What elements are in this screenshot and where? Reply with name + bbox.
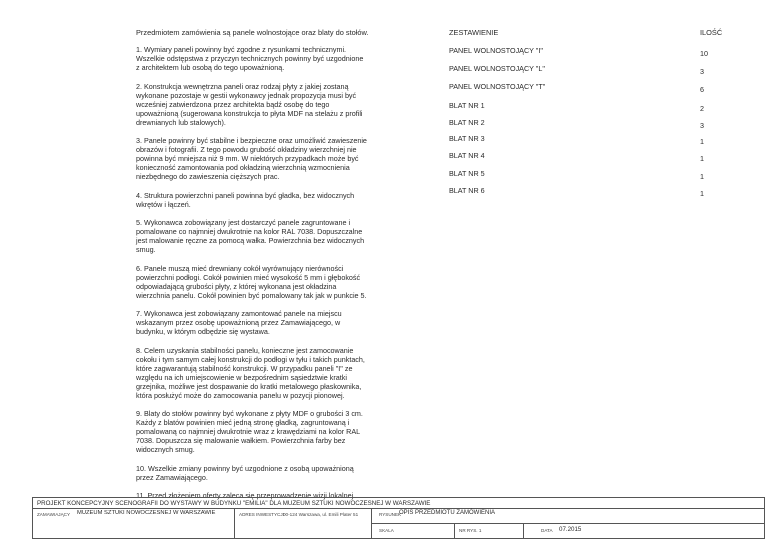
requirement-item: 10. Wszelkie zmiany powinny być uzgodnione z osobą upoważnioną przez Zamawiającego. — [136, 463, 354, 482]
requirement-item: 9. Blaty do stołów powinny być wykonane z płyty MDF o grubości 3 cm. Każdy z blatów powinien mieć jedną stronę gładką, zagruntowaną i pomalowaną co najmniej dwukrotnie wraz z krawędziami na kolor RAL 7038. Dopuszcza się malowanie wałkiem. Powierzchnia farby bez widocznych smug. — [136, 409, 363, 454]
requirement-item: 7. Wykonawca jest zobowiązany zamontować panele na miejscu wskazanym przez osobę upoważnioną przez Zamawiającego, w budynku, w którym odbędzie się wystawa. — [136, 309, 342, 336]
summary-item-name: PANEL WOLNOSTOJĄCY "I" — [449, 46, 543, 55]
summary-item-name: BLAT NR 3 — [449, 134, 485, 143]
summary-item-name: BLAT NR 5 — [449, 169, 485, 178]
requirements-list — [136, 45, 382, 510]
address-value: 00-124 Warszawa, ul. Emili Plater 51 — [283, 512, 359, 517]
title-block — [32, 497, 765, 539]
requirement-item: 8. Celem uzyskania stabilności panelu, konieczne jest zamocowanie cokołu i tym samym całej konstrukcji do podłogi w tyłu i takich punktach, które zagwarantują stabilność konstrukcji. W przypadku paneli "I" ze względu na ich umiejscowienie w bezpośrednim sąsiedztwie kratki grzejnika, możliwe jest dospawanie do kratki metalowego płaskownika, która posłużyć może do zamocowania panelu w pozycji pionowej. — [136, 345, 365, 400]
summary-item-name: BLAT NR 1 — [449, 101, 485, 110]
summary-item-name: PANEL WOLNOSTOJĄCY "L" — [449, 64, 545, 73]
summary-header-qty: ILOŚĆ — [700, 28, 723, 37]
summary-item-qty: 1 — [700, 154, 704, 163]
summary-item-qty: 10 — [700, 49, 708, 58]
date-label: DATA — [541, 528, 553, 533]
requirement-item: 1. Wymiary paneli powinny być zgodne z rysunkami technicznymi. Wszelkie odstępstwa z przyczyn technicznych powinny być uzgodnione z architektem lub osobą do tego upoważnioną. — [136, 45, 364, 72]
summary-item-qty: 2 — [700, 104, 704, 113]
summary-item-qty: 6 — [700, 85, 704, 94]
project-title: PROJEKT KONCEPCYJNY SCENOGRAFII DO WYSTAWY W BUDYNKU "EMILIA" DLA MUZEUM SZTUKI NOWOCZESNEJ W WARSZAWIE — [33, 498, 764, 509]
requirement-item: 2. Konstrukcja wewnętrzna paneli oraz rodzaj płyty z jakiej zostaną wykonane pozostaje w gestii wykonawcy jednak propozycja musi być wcześniej zatwierdzona przez architekta bądź osobę do tego upoważnioną (sugerowana konstrukcja to płyta MDF na stelażu z profili drewnianych lub stalowych). — [136, 81, 363, 127]
summary-item-qty: 1 — [700, 172, 704, 181]
summary-item-qty: 3 — [700, 67, 704, 76]
requirement-item: 4. Struktura powierzchni paneli powinna być gładka, bez widocznych wkrętów i łączeń. — [136, 190, 355, 209]
date-value: 07.2015 — [559, 526, 582, 533]
drawing-title: OPIS PRZEDMIOTU ZAMÓWIENIA — [399, 510, 496, 516]
requirement-item: 6. Panele muszą mieć drewniany cokół wyrównujący nierówności powierzchni podłogi. Cokół powinien mieć wysokość 5 mm i głębokość odpowiadającą grubości płyty, z której wykonana jest okładzina wierzchnia panelu. Cokół powinien być pomalowany tak jak w punkcie 5. — [136, 263, 367, 300]
scale-label: SKALA — [379, 528, 394, 533]
summary-item-qty: 1 — [700, 189, 704, 198]
address-label: ADRES INWESTYCJI — [239, 512, 284, 517]
summary-item-name: PANEL WOLNOSTOJĄCY "T" — [449, 82, 546, 91]
summary-item-name: BLAT NR 6 — [449, 186, 485, 195]
summary-item-name: BLAT NR 4 — [449, 151, 485, 160]
sheet-number: NR RYS. 1 — [459, 528, 482, 533]
summary-item-name: BLAT NR 2 — [449, 118, 485, 127]
summary-header-item: ZESTAWIENIE — [449, 28, 499, 37]
client-name: MUZEUM SZTUKI NOWOCZESNEJ W WARSZAWIE — [77, 510, 216, 516]
requirement-item: 3. Panele powinny być stabilne i bezpieczne oraz umożliwić zawieszenie obrazów i fotografii. Z tego powodu grubość okładziny wierzchniej nie powinna być mniejsza niż 9 mm. W niektórych przypadkach może być konieczność zamontowania pod okładziną wierzchnią wzmocnienia niezbędnego do zawieszenia cięższych prac. — [136, 136, 367, 181]
requirement-item: 11. Przed złożeniem oferty zaleca się przeprowadzenie wizji lokalnej. — [136, 491, 356, 500]
summary-item-qty: 1 — [700, 137, 704, 146]
client-label: ZAMAWIAJĄCY — [37, 512, 71, 517]
requirement-item: 5. Wykonawca zobowiązany jest dostarczyć panele zagruntowane i pomalowane co najmniej dwukrotnie na kolor RAL 7038. Dopuszczalne jest malowanie ręczne za pomocą wałka. Powierzchnia bez widocznych smug. — [136, 218, 365, 254]
summary-item-qty: 3 — [700, 121, 704, 130]
drawing-label: RYSUNEK — [379, 512, 402, 517]
intro-text: Przedmiotem zamówienia są panele wolnostojące oraz blaty do stołów. — [136, 28, 369, 37]
